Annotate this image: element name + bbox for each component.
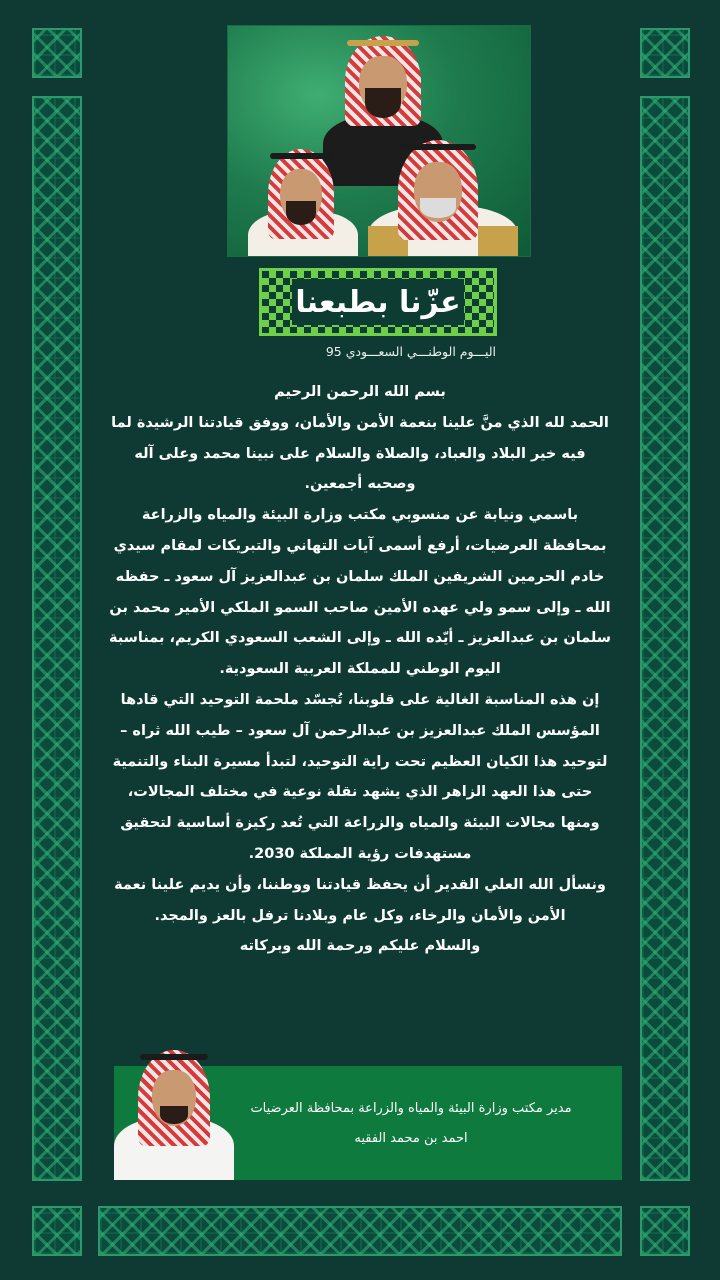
corner-ornament-bottom-left [32,1206,82,1256]
title-badge [259,268,497,336]
ornament-border-right [640,96,690,1181]
page-title: عزّنا بطبعنا [295,284,461,320]
letter-paragraph-1: الحمد لله الذي منَّ علينا بنعمة الأمن والأمان، ووفق قيادتنا الرشيدة لما فيه خير البلاد والعباد، والصلاة والسلام على نبينا محمد وعلى آله وصحبه أجمعين. [111,414,609,493]
letter-paragraph-2: باسمي ونيابة عن منسوبي مكتب وزارة البيئة والمياه والزراعة بمحافظة العرضيات، أرفع أسمى آيات التهاني والتبريكات لمقام سيدي خادم الحرمين الشريفين الملك سلمان بن عبدالعزيز آل سعود ـ حفظه الله ـ وإلى سمو ولي عهده الأمين صاحب السمو الملكي الأمير محمد بن سلمان بن عبدالعزيز ـ أيّده الله ـ وإلى الشعب السعودي الكريم، بمناسبة اليوم الوطني للمملكة العربية السعودية. [108,507,612,678]
corner-ornament-bottom-right [640,1206,690,1256]
letter-closing: والسلام عليكم ورحمة الله وبركاته [239,938,481,955]
page-subtitle: اليـــوم الوطنـــي السعـــودي 95 [325,344,496,359]
corner-ornament-top-left [32,28,82,78]
signature-panel [114,1066,622,1180]
leaders-portrait-image [228,26,530,256]
letter-paragraph-3: إن هذه المناسبة الغالية على قلوبنا، تُجسّد ملحمة التوحيد التي قادها المؤسس الملك عبدالعزيز بن عبدالرحمن آل سعود – طيب الله ثراه – لتوحيد هذا الكيان العظيم تحت راية التوحيد، لتبدأ مسيرة البناء والتنمية حتى هذا العهد الزاهر الذي يشهد نقلة نوعية في مختلف المجالات، ومنها مجالات البيئة والمياه والزراعة التي تُعد ركيزة أساسية لتحقيق مستهدفات رؤية المملكة 2030. [112,691,608,862]
letter-paragraph-4: ونسأل الله العلي القدير أن يحفظ قيادتنا ووطننا، وأن يديم علينا نعمة الأمن والأمان والرخاء، وكل عام وبلادنا ترفل بالعز والمجد. [114,876,606,924]
ornament-border-left [32,96,82,1181]
letter-body [108,377,612,962]
corner-ornament-top-right [640,28,690,78]
ornament-border-bottom [98,1206,622,1256]
signature-position: مدير مكتب وزارة البيئة والمياه والزراعة بمحافظة العرضيات [250,1101,572,1116]
signature-name: احمد بن محمد الفقيه [354,1131,468,1146]
letter-greeting: بسم الله الرحمن الرحيم [274,384,446,400]
